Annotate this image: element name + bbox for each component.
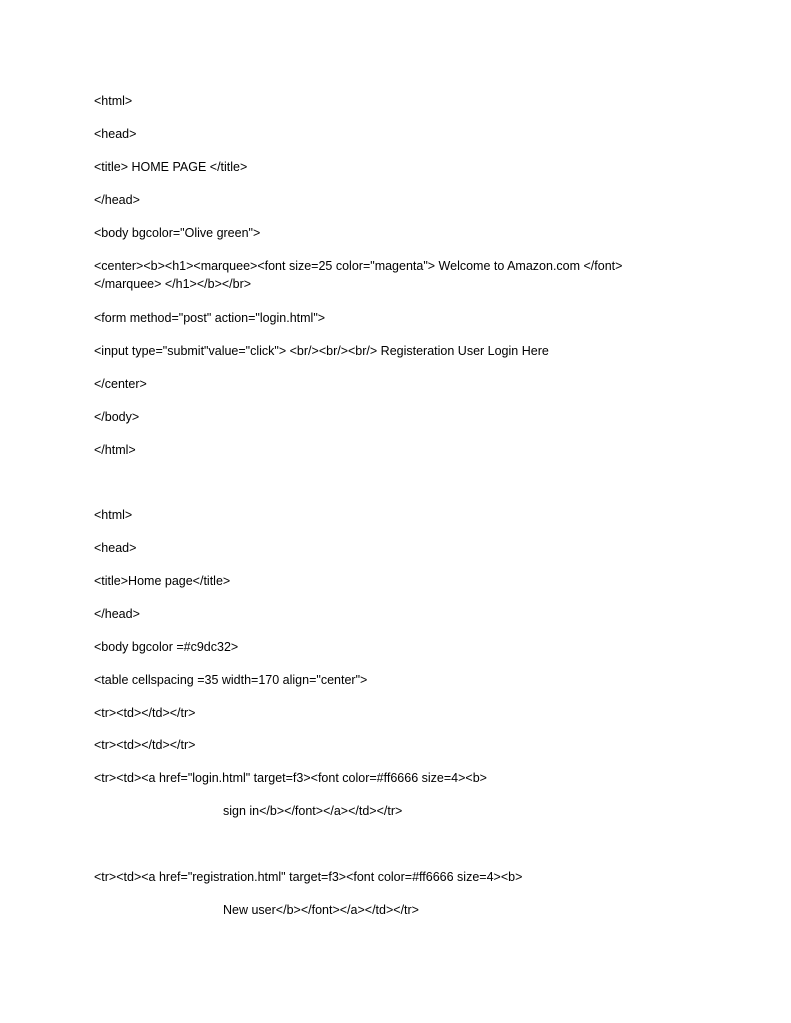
code-line: </head>	[94, 193, 140, 207]
code-line: <tr><td><a href="login.html" target=f3><font color=#ff6666 size=4><b>	[94, 771, 487, 785]
code-line: <form method="post" action="login.html">	[94, 311, 326, 325]
code-line: <tr><td></td></tr>	[94, 706, 196, 720]
code-line: <tr><td><a href="registration.html" target=f3><font color=#ff6666 size=4><b>	[94, 870, 523, 884]
code-line: <html>	[94, 94, 133, 108]
code-line: <head>	[94, 541, 137, 555]
code-line: <title> HOME PAGE </title>	[94, 160, 248, 174]
code-line: </body>	[94, 410, 140, 424]
code-line: New user</b></font></a></td></tr>	[223, 903, 419, 917]
code-line: </marquee> </h1></b></br>	[94, 277, 252, 291]
code-line: </center>	[94, 377, 147, 391]
code-line: <center><b><h1><marquee><font size=25 color="magenta"> Welcome to Amazon.com </font>	[94, 259, 623, 273]
code-line: <tr><td></td></tr>	[94, 738, 196, 752]
code-line: <body bgcolor="Olive green">	[94, 226, 261, 240]
code-line: <title>Home page</title>	[94, 574, 231, 588]
code-line: sign in</b></font></a></td></tr>	[223, 804, 403, 818]
code-line: <head>	[94, 127, 137, 141]
code-line: <input type="submit"value="click"> <br/><br/><br/> Registeration User Login Here	[94, 344, 549, 358]
code-line: <table cellspacing =35 width=170 align="center">	[94, 673, 368, 687]
code-line: <html>	[94, 508, 133, 522]
code-line: </html>	[94, 443, 136, 457]
code-line: <body bgcolor =#c9dc32>	[94, 640, 239, 654]
code-line: </head>	[94, 607, 140, 621]
